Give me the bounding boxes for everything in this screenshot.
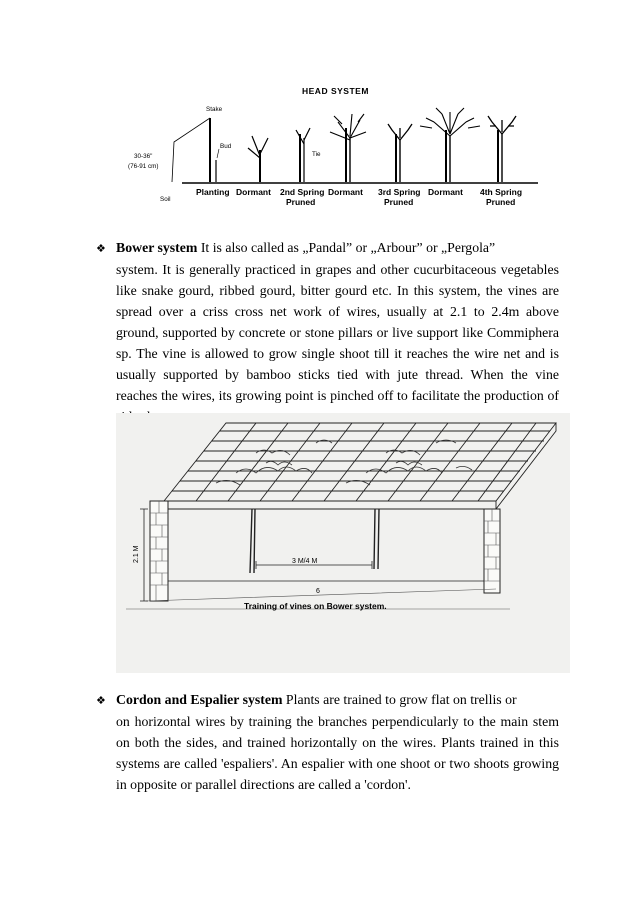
bower-system-figure (116, 413, 570, 673)
stage-dormant-2-plant (330, 114, 366, 182)
cordon-system-first-line: Plants are trained to grow flat on trellis or (282, 692, 517, 707)
stake-label: Stake (206, 106, 223, 113)
stage-dormant-1-plant (248, 136, 268, 182)
vine-foliage (216, 440, 472, 485)
head-system-figure (120, 78, 538, 218)
wire-net (164, 423, 556, 509)
stage-dormant-3-plant (420, 108, 480, 182)
cordon-system-text: on horizontal wires by training the branches perpendicularly to the main stem on both the sides, and trained horizontally on the wires. Plants trained in this systems are called 'espaliers'. An espalier with one shoot or two shoots growing in opposite or parallel directions are called a 'cordon'. (116, 714, 559, 792)
height-label: 30-36" (134, 153, 153, 160)
height-cm-label: (76-91 cm) (128, 163, 159, 170)
stage-caption-7b: Pruned (486, 197, 516, 207)
stage-caption-5b: Pruned (384, 197, 414, 207)
stage-caption-3b: Pruned (286, 197, 316, 207)
stage-caption-4: Dormant (328, 187, 363, 197)
head-system-illustration (120, 78, 538, 218)
bower-figure-caption: Training of vines on Bower system. (244, 601, 387, 611)
bower-system-heading: Bower system (116, 240, 198, 255)
head-system-title: HEAD SYSTEM (302, 86, 369, 96)
stage-caption-3: 2nd Spring (280, 187, 325, 197)
bower-system-paragraph (96, 237, 559, 427)
bud-label: Bud (220, 143, 232, 150)
stage-caption-5: 3rd Spring (378, 187, 421, 197)
dimension-lines (140, 509, 484, 601)
stage-caption-6: Dormant (428, 187, 463, 197)
stage-caption-7: 4th Spring (480, 187, 523, 197)
right-pillar (484, 509, 500, 593)
stage-2nd-spring-plant (296, 128, 321, 182)
bower-system-text: system. It is generally practiced in grapes and other cucurbitaceous vegetables like snake gourd, ribbed gourd, bitter gourd etc. In this system, the vines are spread over a criss cross net work of wires, usually at 2.1 to 2.4m above ground, supported by concrete or stone pillars or live support like Commiphera sp. The vine is allowed to grow single shoot till it reaches the wire net and is usually supported by bamboo sticks tied with jute thread. When the vine reaches the wires, its growing point is pinched off to facilitate the production of (116, 262, 559, 403)
bower-system-first-line: It is also called as „Pandal” or „Arbour” or „Pergola” (197, 240, 496, 255)
diamond-bullet-icon: ❖ (96, 242, 106, 255)
bower-system-illustration (116, 413, 570, 673)
diamond-bullet-icon: ❖ (96, 694, 106, 707)
stage-caption-1: Planting (196, 187, 230, 197)
stage-caption-2: Dormant (236, 187, 271, 197)
spacing-label: 3 M/4 M (292, 558, 318, 565)
tie-label: Tie (312, 151, 321, 158)
cordon-system-heading: Cordon and Espalier system (116, 692, 283, 707)
cordon-system-paragraph (96, 689, 559, 795)
height-label: 2.1 M (133, 545, 140, 563)
stage-3rd-spring-plant (388, 124, 412, 182)
stage-4th-spring-plant (488, 116, 516, 182)
width-label: 6 (316, 588, 320, 595)
left-pillar (150, 501, 168, 601)
stage-planting-plant (206, 106, 232, 182)
soil-label: Soil (160, 196, 171, 203)
